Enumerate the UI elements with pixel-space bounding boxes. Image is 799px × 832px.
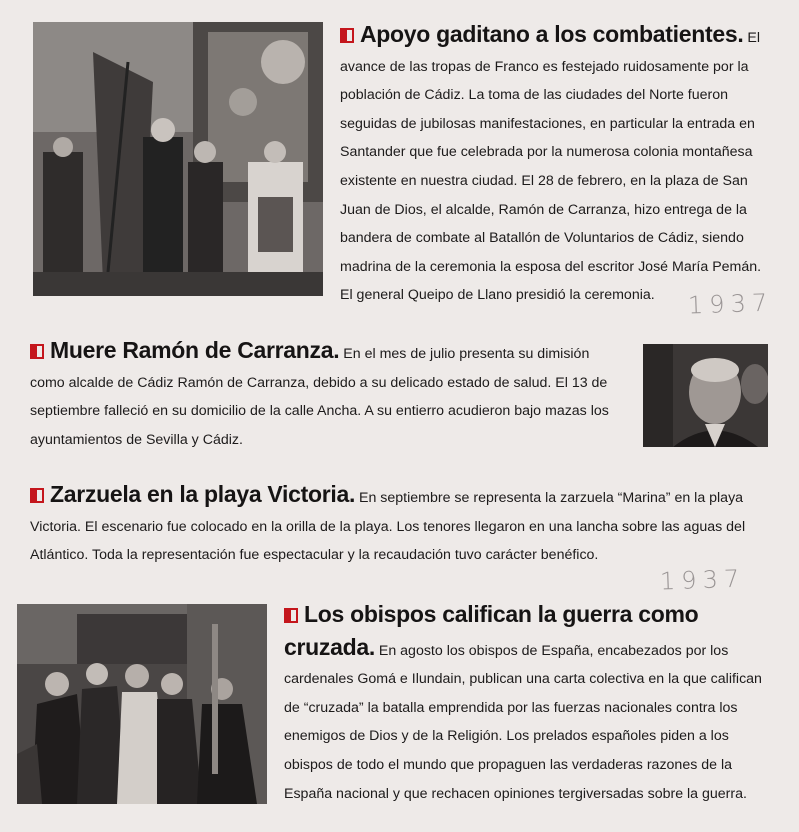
section-obispos-paragraph bbox=[284, 600, 771, 808]
section-carranza-body: En el mes de julio presenta su dimisión como alcalde de Cádiz Ramón de Carranza, debido a su delicado estado de salud. El 13 de septiembre falleció en su domicilio de la calle Ancha. A su entierro acudieron bajo mazas los ayuntamientos de Sevilla y Cádiz. bbox=[30, 346, 609, 448]
section-zarzuela bbox=[30, 480, 775, 570]
section-apoyo-body: El avance de las tropas de Franco es festejado ruidosamente por la población de Cádiz. La toma de las ciudades del Norte fueron seguidas de jubilosas manifestaciones, en particular la entrada en Santander que fue celebrada por la numerosa colonia montañesa existente en nuestra ciudad. El 28 de febrero, en la plaza de San Juan de Dios, el alcalde, Ramón de Carranza, hizo entrega de la bandera de combate al Batallón de Voluntarios de Cádiz, siendo madrina de la ceremonia la esposa del escritor José María Pemán. El general Queipo de Llano presidió la ceremonia. bbox=[340, 30, 762, 304]
handwritten-year-top: 1937 bbox=[687, 288, 774, 320]
section-zarzuela-paragraph bbox=[30, 480, 775, 570]
ceremony-photo bbox=[33, 22, 323, 296]
section-obispos-heading: Los obispos califican la guerra como cruzada. bbox=[284, 601, 699, 660]
section-marker-icon bbox=[284, 608, 298, 623]
handwritten-year-middle: 1937 bbox=[659, 564, 746, 596]
section-apoyo-paragraph bbox=[340, 20, 765, 310]
bishops-photo bbox=[17, 604, 267, 804]
section-zarzuela-body: En septiembre se representa la zarzuela “Marina” en la playa Victoria. El escenario fue colocado en la orilla de la playa. Los tenores llegaron en una lancha sobre las aguas del Atlántico. Toda la representación fue espectacular y la recaudación tuvo carácter benéfico. bbox=[30, 490, 746, 564]
section-marker-icon bbox=[30, 344, 44, 359]
section-marker-icon bbox=[340, 28, 354, 43]
section-obispos bbox=[284, 600, 771, 808]
section-obispos-body: En agosto los obispos de España, encabezados por los cardenales Gomá e Ilundain, publican una carta colectiva en la que califican de “cruzada” la batalla emprendida por las fuerzas nacionales contra los enemigos de Dios y de la Religión. Los prelados españoles piden a los obispos de todo el mundo que propaguen las verdaderas razones de la España nacional y que rechacen opiniones tergiversadas sobre la guerra. bbox=[284, 642, 762, 802]
section-apoyo-heading: Apoyo gaditano a los combatientes. bbox=[360, 21, 744, 47]
section-zarzuela-heading: Zarzuela en la playa Victoria. bbox=[50, 481, 356, 507]
carranza-portrait-photo bbox=[643, 344, 768, 447]
section-carranza bbox=[30, 336, 620, 454]
section-apoyo bbox=[340, 20, 765, 310]
section-carranza-heading: Muere Ramón de Carranza. bbox=[50, 337, 340, 363]
section-marker-icon bbox=[30, 488, 44, 503]
section-carranza-paragraph bbox=[30, 336, 620, 454]
